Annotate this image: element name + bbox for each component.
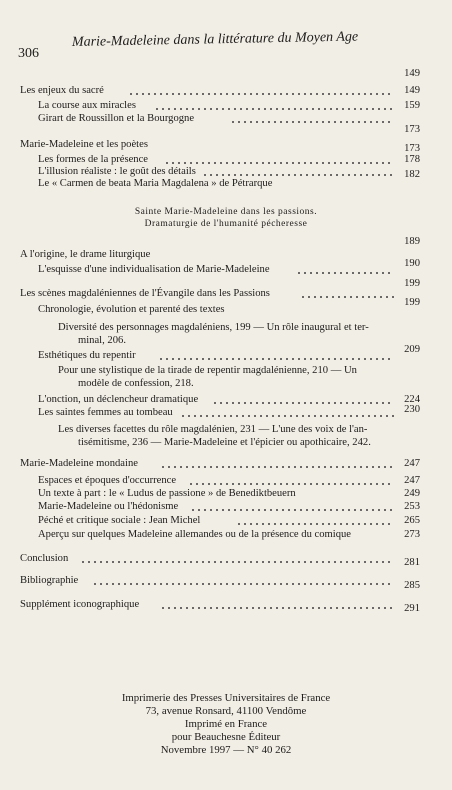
toc-entry-page: 265 (404, 515, 420, 526)
imprint-publisher: pour Beauchesne Éditeur (171, 731, 281, 743)
toc-entry-ludus (0, 487, 452, 501)
toc-entry-label: Chronologie, évolution et parenté des textes (38, 304, 225, 315)
toc-entry-label: Marie-Madeleine mondaine (20, 458, 138, 469)
toc-entry-page: 281 (404, 557, 420, 568)
toc-entry-girart (0, 112, 452, 126)
toc-entry-mondaine (0, 457, 452, 471)
toc-leader-dots (180, 415, 394, 417)
running-title: Marie-Madeleine dans la littérature du Moyen Age (71, 29, 359, 50)
toc-entry-onction (0, 393, 452, 407)
toc-subentries: Les diverses facettes du rôle magdalénien, 231 — L'une des voix de l'an- (58, 424, 368, 435)
toc-entry-label: La course aux miracles (38, 100, 136, 111)
toc-leader-dots (212, 402, 394, 404)
imprint-country: Imprimé en France (184, 718, 268, 730)
toc-entry-poetes (0, 138, 452, 152)
toc-entry-page: 182 (404, 169, 420, 180)
section-subtitle: Dramaturgie de l'humanité pécheresse (144, 219, 308, 229)
toc-entry-page: 224 (404, 394, 420, 405)
toc-entry-page: 199 (404, 297, 420, 308)
toc-entry-page: 247 (404, 475, 420, 486)
toc-entry-conclusion (0, 552, 452, 566)
toc-leader-dots (158, 358, 394, 360)
toc-entry-label: Aperçu sur quelques Madeleine allemandes ou de la présence du comique (38, 529, 351, 540)
imprint-date-number: Novembre 1997 — N° 40 262 (160, 744, 292, 756)
toc-entry-page: 173 (404, 143, 420, 154)
imprint-printer: Imprimerie des Presses Universitaires de France (121, 692, 331, 704)
toc-entry-esquisse (0, 258, 452, 277)
toc-entry-peche (0, 514, 452, 528)
toc-entry-label: Le « Carmen de beata Maria Magdalena » de Pétrarque (38, 178, 273, 189)
toc-leader-dots (164, 162, 394, 164)
toc-leader-dots (230, 121, 394, 123)
section-title: Sainte Marie-Madeleine dans les passions. (134, 207, 318, 217)
toc-leader-dots (160, 607, 394, 609)
toc-leader-dots (202, 174, 394, 176)
toc-entry-chrono (0, 297, 452, 317)
toc-entry-label: Marie-Madeleine ou l'hédonisme (38, 501, 179, 512)
toc-entry-label: Les saintes femmes au tombeau (38, 407, 173, 418)
toc-leader-dots (296, 272, 394, 274)
toc-page-number: 199 (404, 278, 420, 289)
toc-entry-page: 247 (404, 458, 420, 469)
toc-entry-page: 253 (404, 501, 420, 512)
toc-entry-supplement (0, 598, 452, 612)
toc-entry-bibliographie (0, 574, 452, 591)
toc-entry-esthetiques (0, 344, 452, 363)
toc-entry-scenes (0, 287, 452, 301)
toc-entry-page: 249 (404, 488, 420, 499)
toc-entry-apercu (0, 528, 452, 542)
toc-subentries: tisémitisme, 236 — Marie-Madeleine et l'épicier ou apothicaire, 242. (78, 437, 371, 448)
page-number: 306 (18, 46, 39, 61)
toc-leader-dots (80, 561, 394, 563)
toc-entry-label: L'onction, un déclencheur dramatique (38, 394, 199, 405)
toc-entry-label: Espaces et époques d'occurrence (38, 475, 177, 486)
toc-entry-label: Marie-Madeleine et les poètes (20, 139, 148, 150)
toc-entry-label: Supplément iconographique (20, 599, 140, 610)
toc-entry-label: Les scènes magdaléniennes de l'Évangile dans les Passions (20, 288, 270, 299)
toc-entry-page: 291 (404, 603, 420, 614)
toc-entry-page: 285 (404, 580, 420, 591)
toc-subentries: Pour une stylistique de la tirade de repentir magdalénienne, 210 — Un (58, 365, 357, 376)
toc-entry-label: A l'origine, le drame liturgique (20, 249, 151, 260)
toc-leader-dots (236, 523, 394, 525)
imprint-address: 73, avenue Ronsard, 41100 Vendôme (145, 705, 307, 717)
toc-entry-label: Péché et critique sociale : Jean Michel (38, 515, 201, 526)
toc-subentries: minal, 206. (78, 335, 126, 346)
toc-entry-page: 190 (404, 258, 420, 269)
toc-entry-label: Conclusion (20, 553, 69, 564)
toc-entry-label: Esthétiques du repentir (38, 350, 136, 361)
toc-entry-page: 230 (404, 404, 420, 415)
toc-leader-dots (160, 466, 394, 468)
toc-entry-hedonisme (0, 500, 452, 514)
toc-page-number: 189 (404, 236, 420, 247)
toc-entry-label: L'esquisse d'une individualisation de Marie-Madeleine (38, 264, 270, 275)
toc-entry-espaces (0, 474, 452, 488)
toc-entry-label: L'illusion réaliste : le goût des détails (38, 166, 196, 177)
toc-leader-dots (92, 583, 394, 585)
toc-entry-label: Un texte à part : le « Ludus de passione » de Benediktbeuern (38, 488, 296, 499)
toc-subentries: Diversité des personnages magdaléniens, 199 — Un rôle inaugural et ter- (58, 322, 369, 333)
toc-entry-label: Les formes de la présence (38, 154, 149, 165)
toc-entry-label: Les enjeux du sacré (20, 85, 104, 96)
toc-entry-origine (0, 248, 452, 262)
toc-entry-page: 209 (404, 344, 420, 355)
toc-page-number: 173 (404, 124, 420, 135)
toc-entry-saintes (0, 406, 452, 420)
toc-entry-label: Girart de Roussillon et la Bourgogne (38, 113, 195, 124)
toc-leader-dots (300, 296, 394, 298)
toc-leader-dots (154, 108, 394, 110)
toc-entry-enjeux (0, 84, 452, 98)
toc-entry-page: 178 (404, 154, 420, 165)
toc-entry-label: Bibliographie (20, 575, 79, 586)
toc-leader-dots (128, 93, 394, 95)
toc-leader-dots (188, 483, 394, 485)
toc-entry-course (0, 99, 452, 113)
toc-subentries: modèle de confession, 218. (78, 378, 194, 389)
toc-leader-dots (190, 509, 394, 511)
toc-entry-page: 149 (404, 85, 420, 96)
toc-page-number: 149 (404, 68, 420, 79)
toc-entry-page: 159 (404, 100, 420, 111)
toc-entry-page: 273 (404, 529, 420, 540)
